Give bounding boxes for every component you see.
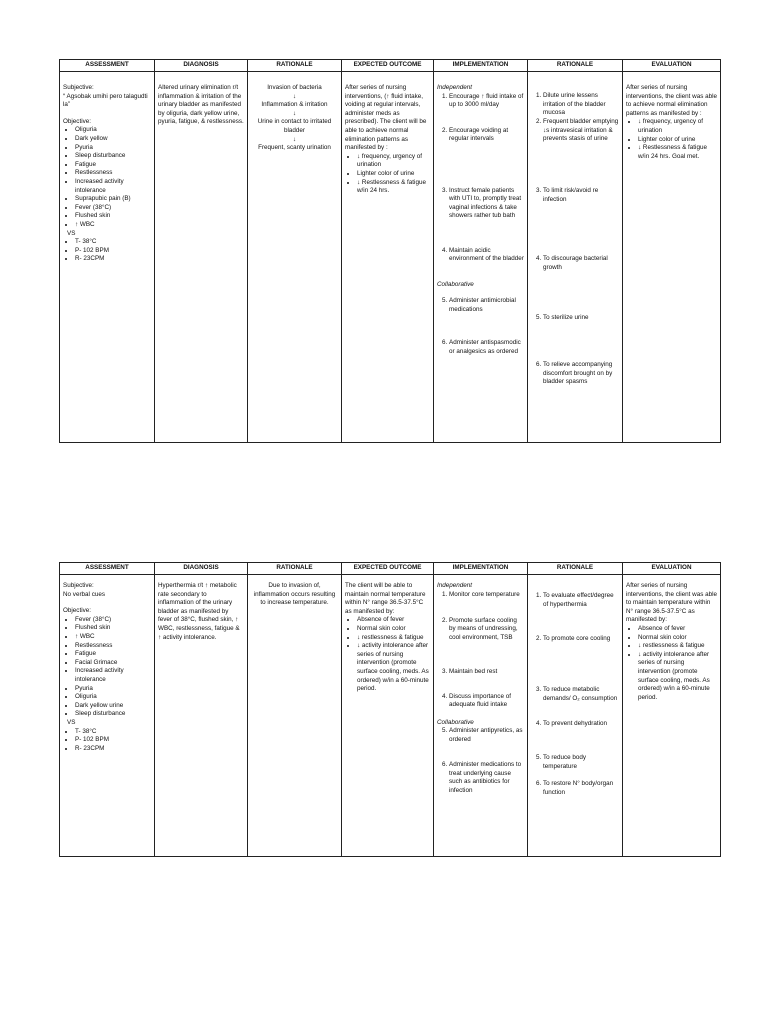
list-item: • ↓ Restlessness & fatigue w/in 24 hrs. Goal met. bbox=[638, 144, 717, 161]
list-item: 4. Maintain acidic environment of the bladder bbox=[449, 247, 524, 281]
list-item: • Restlessness bbox=[75, 169, 151, 178]
list-item: 6. Administer antispasmodic or analgesics as ordered bbox=[449, 339, 524, 356]
subjective-text: No verbal cues bbox=[63, 590, 105, 598]
list-item: • ↓ restlessness & fatigue bbox=[357, 634, 430, 643]
rationale-cell bbox=[248, 72, 342, 443]
list-item: 6. To relieve accompanying discomfort brought on by bladder spasms bbox=[543, 361, 619, 387]
independent-label: Independent bbox=[437, 84, 473, 91]
rationale-text: Due to invasion of, inflammation occurs resulting to increase temperature. bbox=[253, 582, 336, 607]
list-item: • Normal skin color bbox=[357, 625, 430, 634]
header-implementation: IMPLEMENTATION bbox=[434, 60, 528, 72]
header-rationale: RATIONALE bbox=[248, 563, 342, 575]
list-item: 2. Encourage voiding at regular intervals bbox=[449, 127, 524, 187]
list-item: 1. Encourage ↑ fluid intake of up to 3000 ml/day bbox=[449, 93, 524, 127]
list-item: 5. Administer antimicrobial medications bbox=[449, 297, 524, 339]
diagnosis-text: Altered urinary elimination r/t inflammation & irritation of the urinary bladder as manifested by oliguria, dark yellow urine, pyuria, fatigue, & restlessness. bbox=[158, 84, 244, 126]
list-item: • Normal skin color bbox=[638, 634, 717, 643]
evaluation-cell bbox=[623, 72, 721, 443]
list-item: • ↓ frequency, urgency of urination bbox=[357, 153, 430, 170]
objective-label: Objective: bbox=[63, 607, 91, 615]
header-diagnosis: DIAGNOSIS bbox=[155, 563, 248, 575]
list-item: 2. Frequent bladder emptying ↓s intravesical irritation & prevents stasis of urine bbox=[543, 118, 619, 187]
evaluation-list bbox=[626, 625, 717, 702]
outcome-intro: After series of nursing interventions, (↑ fluid intake, voiding at regular intervals, administer meds as prescribed). The client will be able to achieve normal elimination patterns as manifested by : bbox=[345, 84, 427, 152]
list-item: • Oliguria bbox=[75, 693, 151, 702]
list-item: • ↓ Restlessness & fatigue w/in 24 hrs. bbox=[357, 179, 430, 196]
header-rationale: RATIONALE bbox=[248, 60, 342, 72]
list-item: • T- 38°C bbox=[75, 238, 151, 247]
list-item: 6. To restore N° body/organ function bbox=[543, 780, 619, 797]
list-item: • ↑ WBC bbox=[75, 221, 151, 230]
list-item: • P- 102 BPM bbox=[75, 247, 151, 256]
list-item: • R- 23CPM bbox=[75, 255, 151, 264]
implementation-cell bbox=[434, 72, 528, 443]
list-item: • Fatigue bbox=[75, 161, 151, 170]
plan-row bbox=[60, 72, 721, 443]
list-item: 1. Dilute urine lessens irritation of the bladder mucosa bbox=[543, 92, 619, 118]
list-item: • ↓ frequency, urgency of urination bbox=[638, 118, 717, 135]
list-item: • Restlessness bbox=[75, 642, 151, 651]
diagnosis-text: Hyperthermia r/t ↑ metabolic rate secondary to inflammation of the urinary bladder as manifested by fever of 38°C, flushed skin, ↑ WBC, restlessness, fatigue & ↑ activity intolerance. bbox=[158, 582, 240, 641]
assessment-cell bbox=[60, 575, 155, 857]
list-item: • Increased activity intolerance bbox=[75, 178, 151, 195]
care-plan-table-2 bbox=[59, 562, 721, 857]
list-item: 4. Discuss importance of adequate fluid intake bbox=[449, 693, 524, 719]
objective-list bbox=[63, 126, 151, 229]
list-item: • Absence of fever bbox=[638, 625, 717, 634]
rationale-2-cell bbox=[528, 575, 623, 857]
list-item: • Dark yellow bbox=[75, 135, 151, 144]
list-item: • Absence of fever bbox=[357, 616, 430, 625]
vital-signs-list bbox=[63, 728, 151, 754]
header-expected-outcome: EXPECTED OUTCOME bbox=[342, 60, 434, 72]
rationale-2-cell bbox=[528, 72, 623, 443]
list-item: 3. Instruct female patients with UTI to, promptly treat vaginal infections & take showers rather tub bath bbox=[449, 187, 524, 247]
independent-label: Independent bbox=[437, 582, 473, 589]
list-item: • Pyuria bbox=[75, 685, 151, 694]
implementation-list-collaborative bbox=[437, 297, 524, 356]
header-assessment: ASSESSMENT bbox=[60, 563, 155, 575]
list-item: 5. Administer antipyretics, as ordered bbox=[449, 727, 524, 761]
header-row bbox=[60, 563, 721, 575]
header-evaluation: EVALUATION bbox=[623, 563, 721, 575]
diagnosis-cell bbox=[155, 72, 248, 443]
list-item: • Lighter color of urine bbox=[357, 170, 430, 179]
list-item: 2. To promote core cooling bbox=[543, 635, 619, 686]
vs-label: VS bbox=[67, 718, 76, 726]
header-rationale-2: RATIONALE bbox=[528, 563, 623, 575]
list-item: 3. To reduce metabolic demands/ O₂ consumption bbox=[543, 686, 619, 720]
header-implementation: IMPLEMENTATION bbox=[434, 563, 528, 575]
rationale-line: Invasion of bacteria bbox=[267, 84, 322, 91]
list-item: • Fatigue bbox=[75, 650, 151, 659]
assessment-cell bbox=[60, 72, 155, 443]
plan-row bbox=[60, 575, 721, 857]
list-item: 1. Monitor core temperature bbox=[449, 591, 524, 617]
implementation-list-independent bbox=[437, 591, 524, 719]
objective-label: Objective: bbox=[63, 117, 91, 125]
implementation-cell bbox=[434, 575, 528, 857]
rationale-cell bbox=[248, 575, 342, 857]
list-item: • ↑ WBC bbox=[75, 633, 151, 642]
list-item: 1. To evaluate effect/degree of hyperthermia bbox=[543, 592, 619, 635]
care-plan-table-1 bbox=[59, 59, 721, 443]
rationale-2-list bbox=[531, 92, 619, 387]
list-item: 3. To limit risk/avoid re infection bbox=[543, 187, 619, 255]
outcome-intro: The client will be able to maintain normal temperature within N° range 36.5-37.5°C as manifested by: bbox=[345, 582, 426, 615]
list-item: • Fever (38°C) bbox=[75, 204, 151, 213]
list-item: • Facial Grimace bbox=[75, 659, 151, 668]
list-item: • ↓ activity intolerance after series of nursing intervention (promote surface cooling, meds. As ordered) w/in a 60-minute period. bbox=[357, 642, 430, 694]
rationale-line: Inflammation & irritation bbox=[261, 101, 328, 109]
list-item: • Dark yellow urine bbox=[75, 702, 151, 711]
list-item: • P- 102 BPM bbox=[75, 736, 151, 745]
list-item: 3. Maintain bed rest bbox=[449, 668, 524, 693]
outcome-list bbox=[345, 616, 430, 693]
list-item: 4. To prevent dehydration bbox=[543, 720, 619, 754]
header-diagnosis: DIAGNOSIS bbox=[155, 60, 248, 72]
list-item: • R- 23CPM bbox=[75, 745, 151, 754]
header-row bbox=[60, 60, 721, 72]
rationale-line: Frequent, scanty urination bbox=[258, 144, 331, 152]
arrow-down-icon: ↓ bbox=[292, 92, 297, 100]
arrow-down-icon: ↓ bbox=[292, 135, 297, 143]
list-item: 2. Promote surface cooling by means of undressing, cool environment, TSB bbox=[449, 617, 524, 668]
header-rationale-2: RATIONALE bbox=[528, 60, 623, 72]
rationale-line: Urine in contact to irritated bladder bbox=[257, 118, 332, 134]
evaluation-list bbox=[626, 118, 717, 161]
list-item: • Flushed skin bbox=[75, 212, 151, 221]
header-expected-outcome: EXPECTED OUTCOME bbox=[342, 563, 434, 575]
arrow-down-icon: ↓ bbox=[292, 109, 297, 117]
list-item: 6. Administer medications to treat underlying cause such as antibiotics for infection bbox=[449, 761, 524, 795]
outcome-list bbox=[345, 153, 430, 196]
evaluation-intro: After series of nursing interventions, the client was able to maintain temperature within N° range 36.5-37.5°C as manifested by: bbox=[626, 582, 718, 624]
vs-label: VS bbox=[67, 229, 76, 237]
list-item: • Increased activity intolerance bbox=[75, 667, 151, 684]
diagnosis-cell bbox=[155, 575, 248, 857]
implementation-list-collaborative bbox=[437, 727, 524, 795]
evaluation-intro: After series of nursing interventions, the client was able to achieve normal elimination patterns as manifested by : bbox=[626, 84, 718, 117]
list-item: • Fever (38°C) bbox=[75, 616, 151, 625]
header-evaluation: EVALUATION bbox=[623, 60, 721, 72]
vital-signs-list bbox=[63, 238, 151, 264]
list-item: • Sleep disturbance bbox=[75, 152, 151, 161]
list-item: • Oliguria bbox=[75, 126, 151, 135]
implementation-list-independent bbox=[437, 93, 524, 281]
list-item: • Lighter color of urine bbox=[638, 136, 717, 145]
objective-list bbox=[63, 616, 151, 719]
list-item: • T- 38°C bbox=[75, 728, 151, 737]
list-item: 5. To sterilize urine bbox=[543, 314, 619, 361]
collaborative-label: Collaborative bbox=[437, 718, 474, 726]
list-item: • Flushed skin bbox=[75, 624, 151, 633]
list-item: • Sleep disturbance bbox=[75, 710, 151, 719]
subjective-label: Subjective: bbox=[63, 582, 94, 589]
expected-outcome-cell bbox=[342, 72, 434, 443]
header-assessment: ASSESSMENT bbox=[60, 60, 155, 72]
expected-outcome-cell bbox=[342, 575, 434, 857]
list-item: 4. To discourage bacterial growth bbox=[543, 255, 619, 314]
collaborative-label: Collaborative bbox=[437, 280, 474, 288]
rationale-2-list bbox=[531, 592, 619, 797]
subjective-label: Subjective: bbox=[63, 84, 94, 91]
list-item: • ↓ restlessness & fatigue bbox=[638, 642, 717, 651]
evaluation-cell bbox=[623, 575, 721, 857]
list-item: • Suprapubic pain (B) bbox=[75, 195, 151, 204]
list-item: • ↓ activity intolerance after series of nursing intervention (promote surface cooling, meds. As ordered) w/in a 60-minute period. bbox=[638, 651, 717, 703]
list-item: • Pyuria bbox=[75, 144, 151, 153]
subjective-text: “ Agsobak umihi pero talagudti la” bbox=[63, 92, 148, 109]
list-item: 5. To reduce body temperature bbox=[543, 754, 619, 780]
